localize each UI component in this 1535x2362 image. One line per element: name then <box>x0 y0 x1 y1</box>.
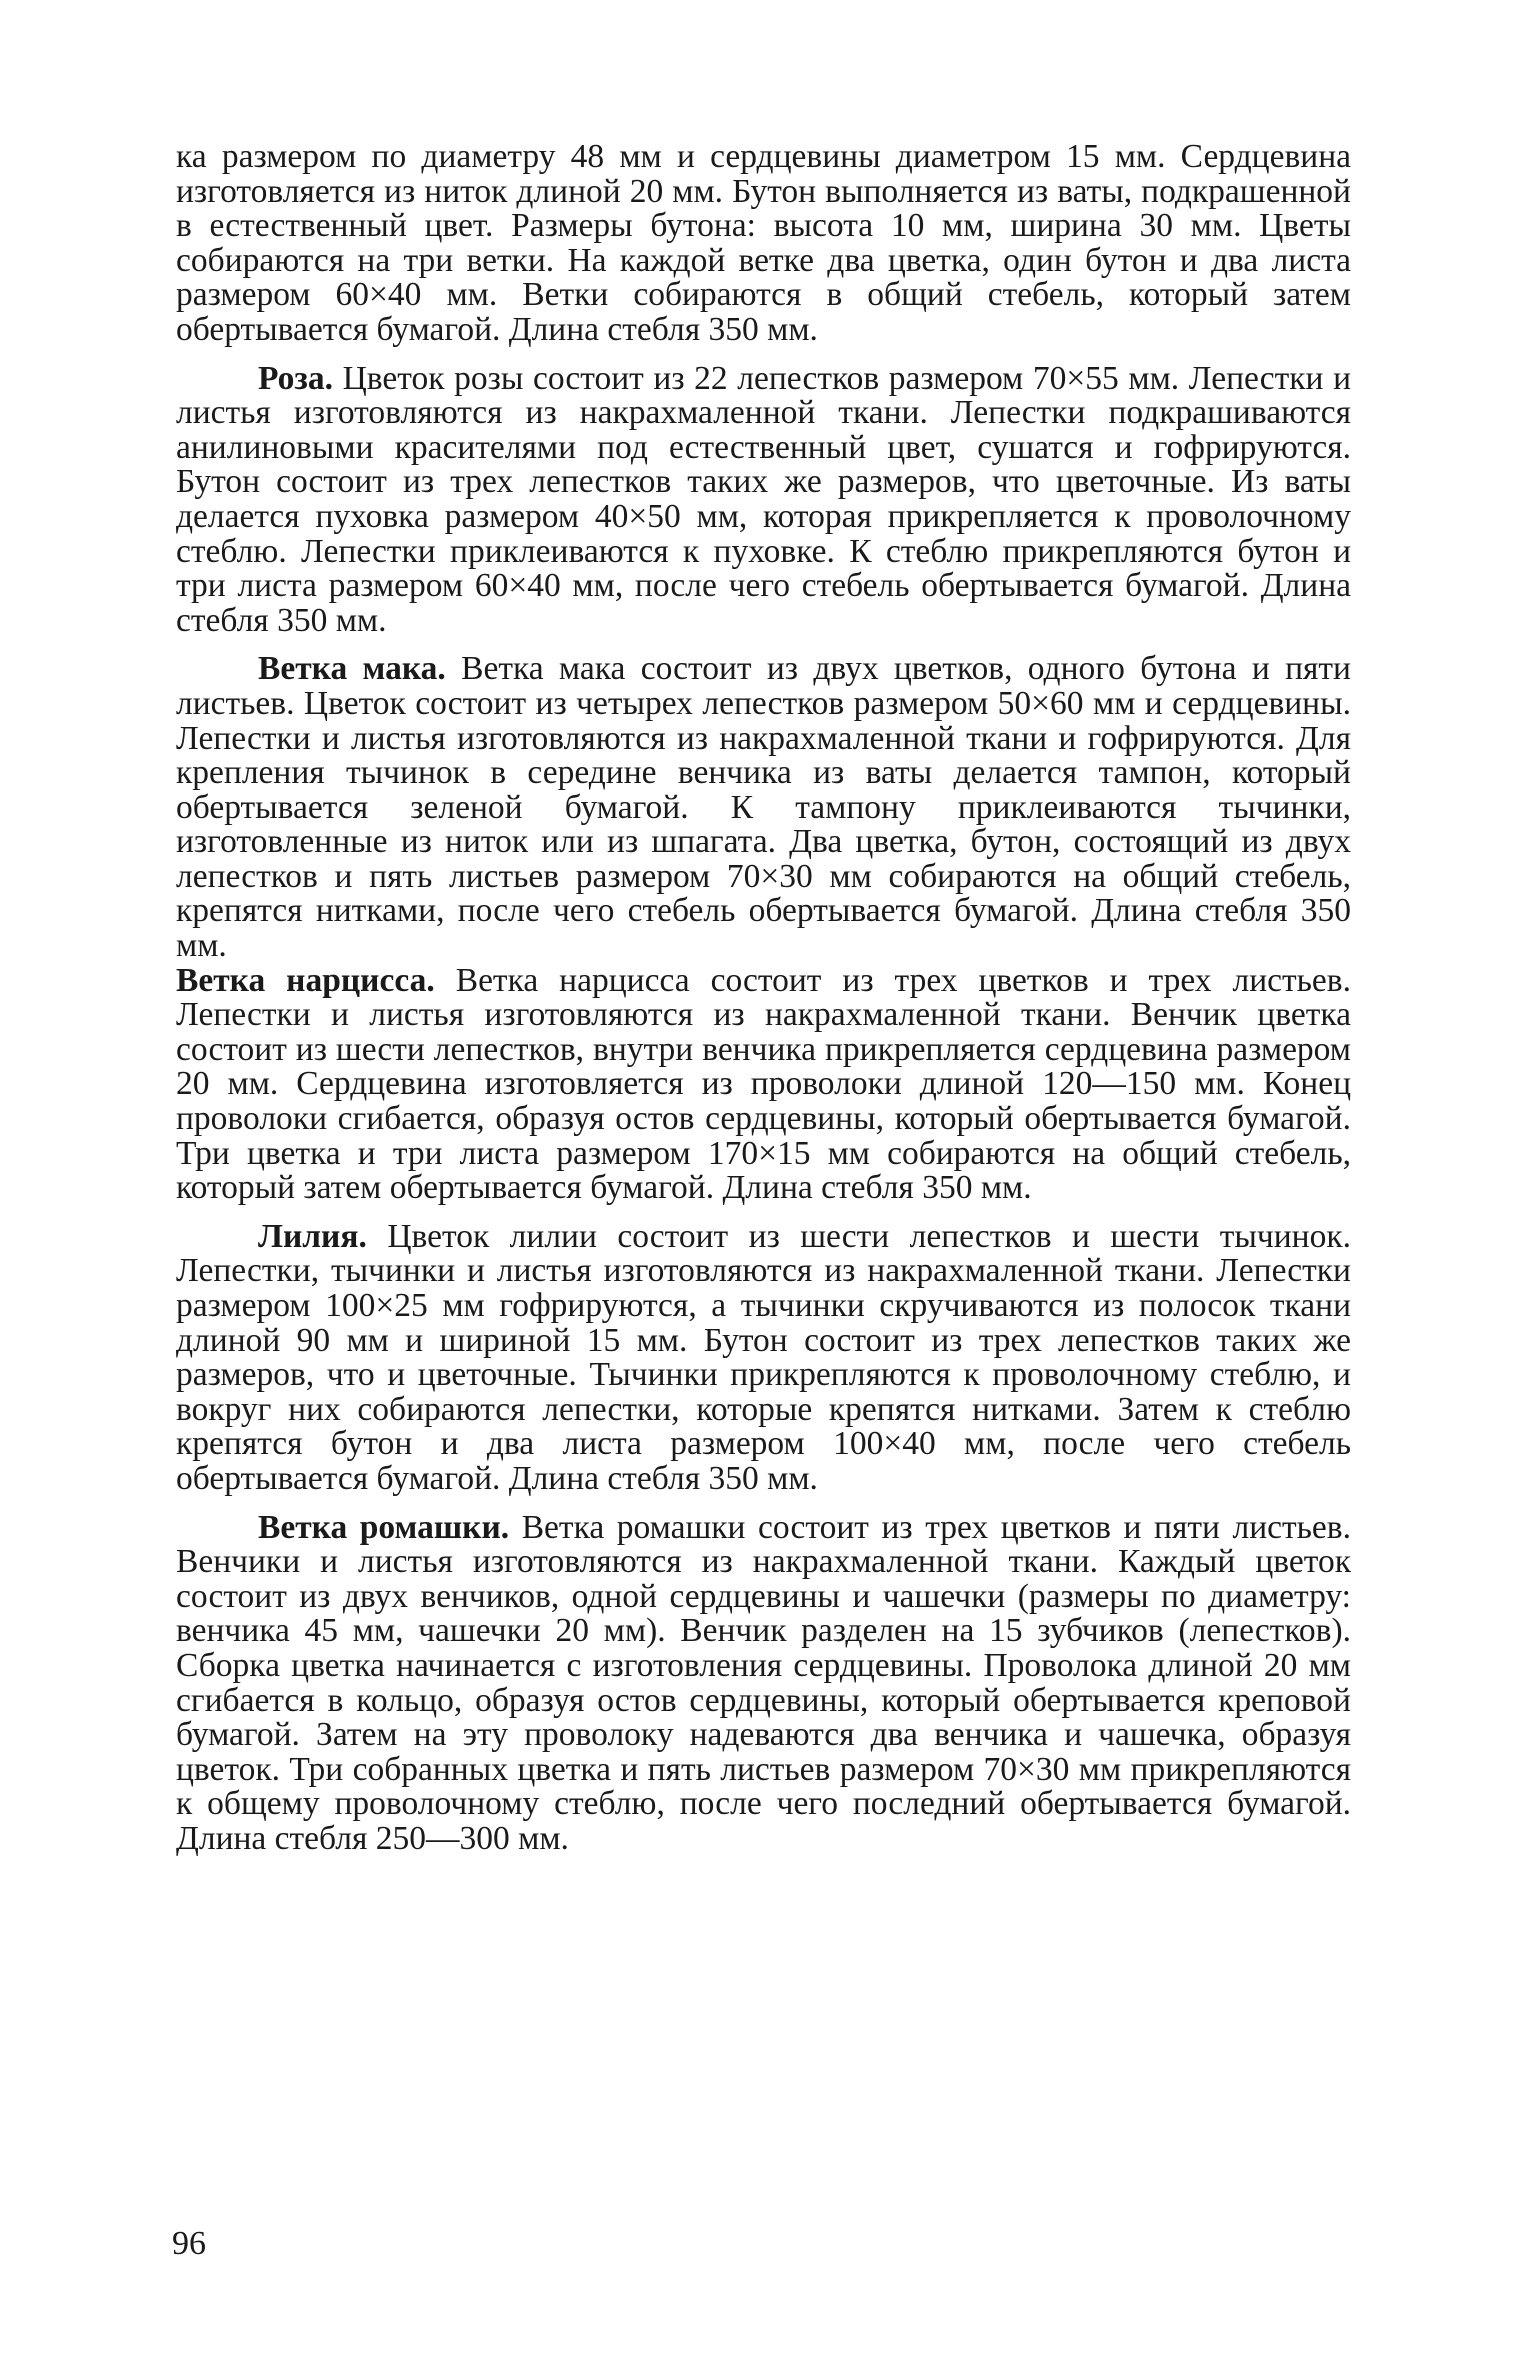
paragraph-chamomile <box>176 1508 1351 1857</box>
text-lily: Цветок лилии состоит из шести лепестков и шести тычинок. Лепестки, тычинки и листья изготовляются из накрахмаленной ткани. Лепестки размером 100×25 мм гофрируются, а тычинки скручиваются из полосок ткани длиной 90 мм и шириной 15 мм. Бутон состоит из трех лепестков таких же размеров, что и цветочные. Тычинки прикрепляются к проволочному стеблю, и вокруг них собираются лепестки, которые крепятся нитками. Затем к стеблю крепятся бутон и два листа размером 100×40 мм, после чего стебель обертывается бумагой. Длина стебля 350 мм. <box>176 1217 1351 1497</box>
continuation-paragraph: ка размером по диаметру 48 мм и сердцевины диаметром 15 мм. Сердцевина изготовляется из ниток длиной 20 мм. Бутон выполняется из ваты, подкрашенной в естественный цвет. Размеры бутона: высота 10 мм, ширина 30 мм. Цветы собираются на три ветки. На каждой ветке два цветка, один бутон и два листа размером 60×40 мм. Ветки собираются в общий стебель, который затем обертывается бумагой. Длина стебля 350 мм. <box>176 138 1351 348</box>
heading-lily: Лилия. <box>258 1217 367 1255</box>
text-chamomile: Ветка ромашки состоит из трех цветков и пяти листьев. Венчики и листья изготовляются из накрахмаленной ткани. Каждый цветок состоит из двух венчиков, одной сердцевины и чашечки (размеры по диаметру: венчика 45 мм, чашечки 20 мм). Венчик разделен на 15 зубчиков (лепестков). Сборка цветка начинается с изготовления сердцевины. Проволока длиной 20 мм сгибается в кольцо, образуя остов сердцевины, который обертывается креповой бумагой. Затем на эту проволоку надеваются два венчика и чашечка, образуя цветок. Три собранных цветка и пять листьев размером 70×30 мм прикрепляются к общему проволочному стеблю, после чего последний обертывается бумагой. Длина стебля 250—300 мм. <box>176 1508 1351 1857</box>
heading-chamomile: Ветка ромашки. <box>258 1508 510 1546</box>
page-body <box>176 140 1351 1857</box>
heading-narcissus: Ветка нарцисса. <box>176 961 435 999</box>
paragraph-rose <box>176 359 1351 639</box>
page-number: 96 <box>172 2225 206 2262</box>
paragraph-lily <box>176 1217 1351 1497</box>
heading-rose: Роза. <box>258 359 333 397</box>
text-rose: Цветок розы состоит из 22 лепестков размером 70×55 мм. Лепестки и листья изготовляются из накрахмаленной ткани. Лепестки подкрашиваются анилиновыми красителями под естественный цвет, сушатся и гофрируются. Бутон состоит из трех лепестков таких же размеров, что цветочные. Из ваты делается пуховка размером 40×50 мм, которая прикрепляется к проволочному стеблю. Лепестки приклеиваются к пуховке. К стеблю прикрепляются бутон и три листа размером 60×40 мм, после чего стебель обертывается бумагой. Длина стебля 350 мм. <box>176 359 1351 639</box>
paragraph-narcissus <box>176 961 1351 1207</box>
text-narcissus: Ветка нарцисса состоит из трех цветков и трех листьев. Лепестки и листья изготовляются из накрахмаленной ткани. Венчик цветка состоит из шести лепестков, внутри венчика прикрепляется сердцевина размером 20 мм. Сердцевина изготовляется из проволоки длиной 120—150 мм. Конец проволоки сгибается, образуя остов сердцевины, который обертывается бумагой. Три цветка и три листа размером 170×15 мм собираются на общий стебель, который затем обертывается бумагой. Длина стебля 350 мм. <box>176 961 1351 1207</box>
paragraph-poppy <box>176 652 1351 963</box>
text-poppy: Ветка мака состоит из двух цветков, одного бутона и пяти листьев. Цветок состоит из четырех лепестков размером 50×60 мм и сердцевины. Лепестки и листья изготовляются из накрахмаленной ткани и гофрируются. Для крепления тычинок в середине венчика из ваты делается тампон, который обертывается зеленой бумагой. К тампону приклеиваются тычинки, изготовленные из ниток или из шпагата. Два цветка, бутон, состоящий из двух лепестков и пять листьев размером 70×30 мм собираются на общий стебель, крепятся нитками, после чего стебель обертывается бумагой. Длина стебля 350 мм. <box>176 650 1351 965</box>
heading-poppy: Ветка мака. <box>258 650 446 688</box>
